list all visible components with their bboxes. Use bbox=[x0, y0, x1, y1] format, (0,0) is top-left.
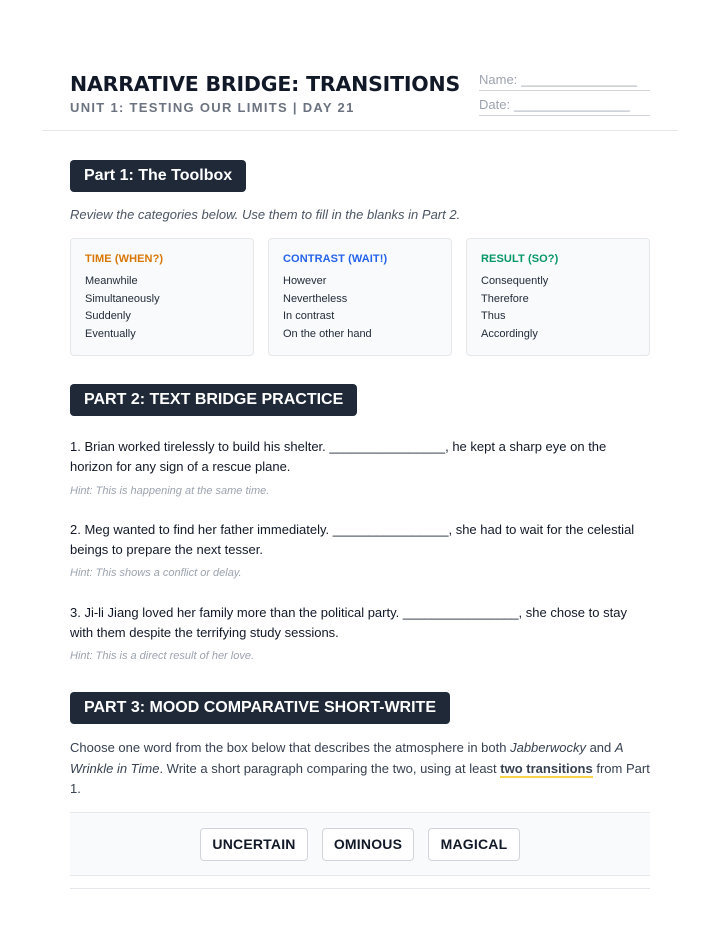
answer-blank[interactable]: ________________ bbox=[329, 439, 446, 454]
question-text: 1. Brian worked tirelessly to build his shelter. bbox=[70, 439, 330, 454]
category-item: Meanwhile bbox=[85, 275, 138, 287]
prompt-highlight: two transitions bbox=[500, 760, 593, 776]
category-card-result bbox=[466, 238, 650, 356]
part1-heading: Part 1: The Toolbox bbox=[70, 160, 246, 192]
category-item: Accordingly bbox=[481, 328, 538, 341]
question-text: 3. Ji-li Jiang loved her family more than the political party. bbox=[70, 605, 403, 620]
category-item: Consequently bbox=[481, 275, 549, 287]
mood-word-box bbox=[70, 812, 650, 876]
question-2-hint: Hint: This shows a conflict or delay. bbox=[70, 567, 242, 579]
toolbox-cards bbox=[70, 238, 650, 356]
date-label: Date: bbox=[479, 97, 511, 112]
category-item: Therefore bbox=[481, 292, 529, 305]
prompt-text: from Part 1. bbox=[70, 760, 650, 796]
header-divider bbox=[42, 130, 678, 131]
question-2 bbox=[70, 520, 650, 560]
category-item: In contrast bbox=[283, 310, 335, 323]
worksheet-title: NARRATIVE BRIDGE: TRANSITIONS bbox=[70, 72, 461, 96]
name-blank: ________________ bbox=[521, 72, 637, 87]
prompt-book-title: A Wrinkle in Time bbox=[70, 740, 624, 776]
category-card-contrast bbox=[268, 238, 452, 356]
part1-instruction: Review the categories below. Use them to fill in the blanks in Part 2. bbox=[70, 207, 461, 222]
date-field[interactable] bbox=[479, 97, 650, 116]
category-item: However bbox=[283, 275, 327, 287]
part3-prompt bbox=[70, 738, 656, 800]
category-title: CONTRAST (WAIT!) bbox=[283, 253, 388, 265]
answer-blank[interactable]: ________________ bbox=[402, 605, 519, 620]
category-item: Suddenly bbox=[85, 310, 131, 323]
question-1 bbox=[70, 437, 650, 477]
question-text: 2. Meg wanted to find her father immediately. bbox=[70, 522, 333, 537]
mood-word-ominous[interactable]: OMINOUS bbox=[322, 828, 414, 861]
question-1-hint: Hint: This is happening at the same time. bbox=[70, 485, 270, 497]
category-item: Nevertheless bbox=[283, 292, 348, 305]
category-title: RESULT (SO?) bbox=[481, 253, 559, 265]
mood-word-uncertain[interactable]: UNCERTAIN bbox=[200, 828, 308, 861]
part2-heading: PART 2: TEXT BRIDGE PRACTICE bbox=[70, 384, 357, 416]
prompt-text: Choose one word from the box below that describes the atmosphere in both bbox=[70, 740, 511, 755]
question-text: , she chose to stay with them despite the terrifying study sessions. bbox=[70, 605, 627, 640]
question-3-hint: Hint: This is a direct result of her love. bbox=[70, 650, 255, 662]
worksheet-subtitle: UNIT 1: TESTING OUR LIMITS | DAY 21 bbox=[70, 100, 355, 115]
category-item: Eventually bbox=[85, 328, 136, 341]
date-blank: ________________ bbox=[514, 97, 630, 112]
footer-divider bbox=[70, 888, 650, 889]
prompt-text: . Write a short paragraph comparing the two, using at least bbox=[159, 760, 501, 776]
name-field[interactable] bbox=[479, 72, 650, 91]
question-3 bbox=[70, 603, 650, 643]
prompt-book-title: Jabberwocky bbox=[510, 740, 586, 755]
worksheet-header bbox=[70, 72, 650, 122]
answer-blank[interactable]: ________________ bbox=[332, 522, 449, 537]
category-item: Thus bbox=[481, 310, 506, 323]
name-label: Name: bbox=[479, 72, 518, 87]
category-card-time bbox=[70, 238, 254, 356]
question-text: , he kept a sharp eye on the horizon for any sign of a rescue plane. bbox=[70, 439, 607, 474]
category-item: On the other hand bbox=[283, 328, 372, 341]
part3-heading: PART 3: MOOD COMPARATIVE SHORT-WRITE bbox=[70, 692, 450, 724]
prompt-text: and bbox=[585, 740, 615, 755]
category-item: Simultaneously bbox=[85, 292, 160, 305]
question-text: , she had to wait for the celestial beings to prepare the next tesser. bbox=[70, 522, 635, 557]
category-title: TIME (WHEN?) bbox=[85, 253, 164, 265]
mood-word-magical[interactable]: MAGICAL bbox=[428, 828, 520, 861]
